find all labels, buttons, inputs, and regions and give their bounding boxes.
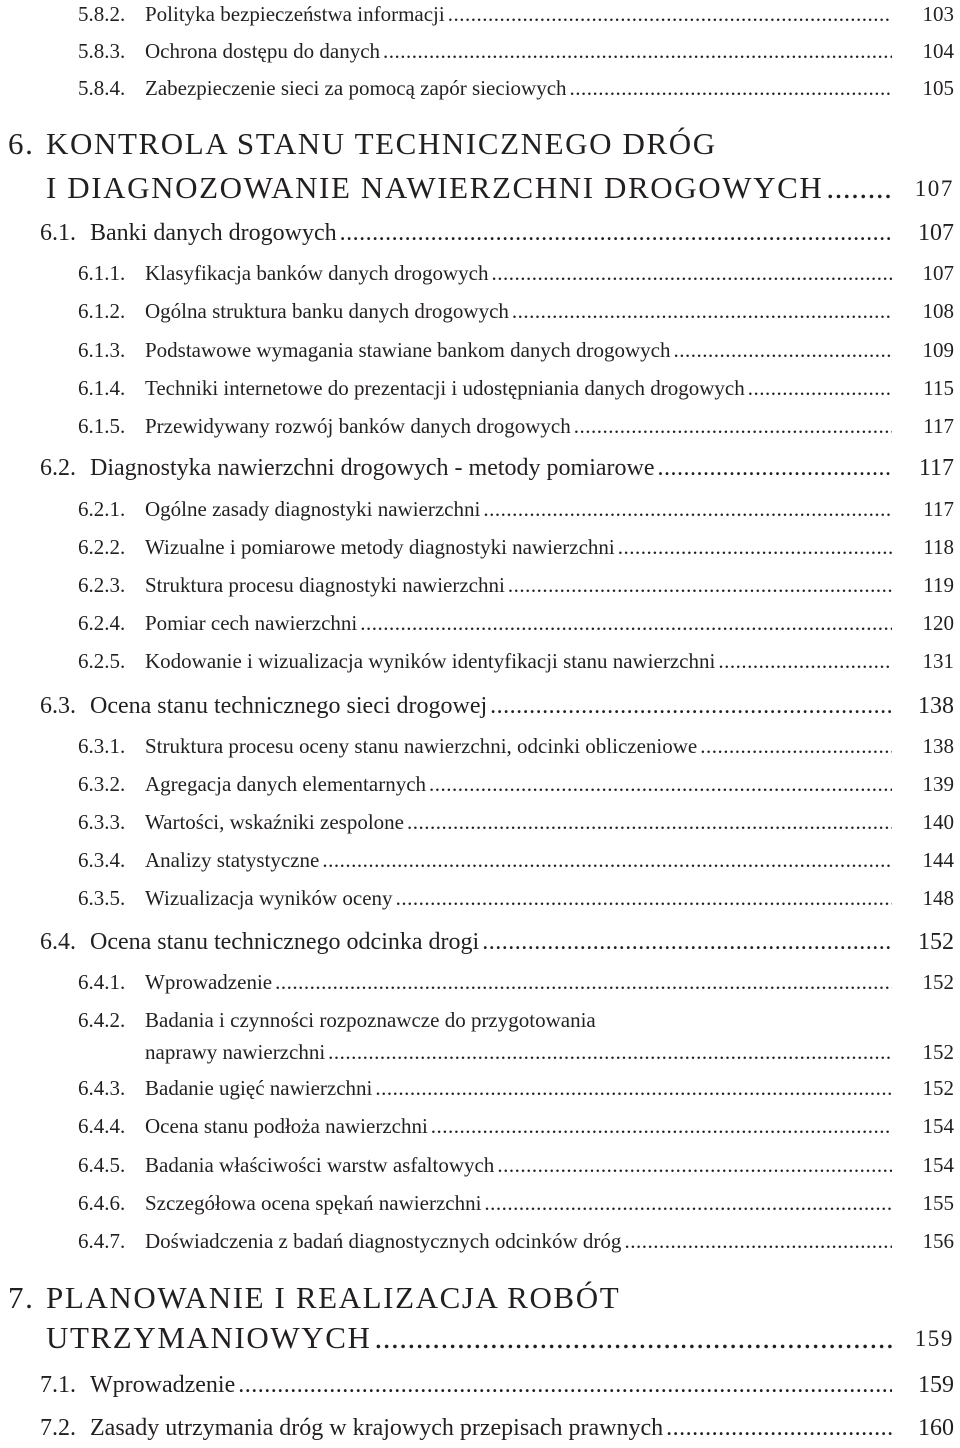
dot-leader	[340, 220, 892, 247]
toc-entry-title: Zabezpieczenie sieci za pomocą zapór sieciowych	[145, 76, 567, 100]
toc-entry-number: 6.2.5.	[78, 649, 126, 673]
toc-entry-number: 6.3.	[40, 693, 76, 719]
toc-entry-page: 131	[922, 649, 954, 673]
toc-entry-page: 117	[923, 497, 954, 521]
dot-leader	[658, 455, 892, 482]
toc-entry-page: 117	[923, 414, 954, 438]
toc-entry-number: 6.1.4.	[78, 376, 126, 400]
chapter-title: KONTROLA STANU TECHNICZNEGO DRÓG	[46, 126, 717, 161]
toc-entry-title: Badanie ugięć nawierzchni	[145, 1076, 373, 1100]
dot-leader	[512, 299, 892, 324]
toc-entry-page: 107	[914, 176, 954, 201]
toc-entry-number: 6.4.6.	[78, 1191, 126, 1215]
toc-entry-title: Polityka bezpieczeństwa informacji	[145, 2, 445, 26]
toc-entry-number: 6.2.3.	[78, 573, 126, 597]
toc-entry-page: 139	[922, 772, 954, 796]
toc-entry-number: 6.4.7.	[78, 1229, 126, 1253]
dot-leader	[826, 170, 892, 206]
dot-leader	[328, 1040, 892, 1065]
toc-entry-title: Ocena stanu technicznego odcinka drogi	[90, 929, 480, 955]
dot-leader	[238, 1372, 892, 1399]
chapter-title: I DIAGNOZOWANIE NAWIERZCHNI DROGOWYCH	[46, 170, 824, 205]
toc-entry-page: 160	[918, 1415, 954, 1441]
toc-entry-title: Agregacja danych elementarnych	[145, 772, 427, 796]
toc-entry-page: 104	[922, 39, 954, 63]
toc-entry-number: 6.1.2.	[78, 299, 126, 323]
toc-entry-number: 6.4.	[40, 929, 76, 955]
toc-entry-title: Wprowadzenie	[145, 970, 273, 994]
toc-entry-page: 107	[922, 261, 954, 285]
toc-entry-page: 118	[923, 535, 954, 559]
dot-leader	[508, 573, 892, 598]
dot-leader	[497, 1153, 892, 1178]
toc-entry-title: Klasyfikacja banków danych drogowych	[145, 261, 489, 285]
toc-entry-title: Zasady utrzymania dróg w krajowych przepisach prawnych	[90, 1415, 664, 1441]
toc-entry-title: Wprowadzenie	[90, 1372, 236, 1398]
dot-leader	[374, 1320, 892, 1356]
dot-leader	[574, 414, 892, 439]
toc-entry-title: Ocena stanu podłoża nawierzchni	[145, 1114, 428, 1138]
toc-entry-page: 119	[923, 573, 954, 597]
toc-entry-page: 159	[918, 1372, 954, 1398]
dot-leader	[396, 886, 892, 911]
toc-entry-title: Wizualizacja wyników oceny	[145, 886, 393, 910]
toc-entry-number: 6.3.4.	[78, 848, 126, 872]
toc-entry-title: Ocena stanu technicznego sieci drogowej	[90, 693, 488, 719]
toc-entry-page: 115	[923, 376, 954, 400]
dot-leader	[360, 611, 892, 636]
toc-entry-page: 155	[922, 1191, 954, 1215]
dot-leader	[570, 76, 892, 101]
toc-entry-page: 117	[918, 455, 954, 481]
dot-leader	[666, 1415, 892, 1442]
toc-entry-number: 5.8.3.	[78, 39, 126, 63]
dot-leader	[490, 693, 892, 720]
toc-entry-title: Struktura procesu oceny stanu nawierzchni, odcinki obliczeniowe	[145, 734, 698, 758]
toc-entry-number: 7.2.	[40, 1415, 76, 1441]
toc-entry-number: 6.3.5.	[78, 886, 126, 910]
toc-entry-number: 6.4.3.	[78, 1076, 126, 1100]
toc-entry-number: 6.3.3.	[78, 810, 126, 834]
toc-entry-number: 6.4.4.	[78, 1114, 126, 1138]
toc-entry-title: Wartości, wskaźniki zespolone	[145, 810, 404, 834]
toc-entry-page: 154	[922, 1153, 954, 1177]
toc-entry-number: 5.8.2.	[78, 2, 126, 26]
toc-entry-page: 154	[922, 1114, 954, 1138]
chapter-title: PLANOWANIE I REALIZACJA ROBÓT	[46, 1280, 621, 1315]
toc-entry-title: Kodowanie i wizualizacja wyników identyfikacji stanu nawierzchni	[145, 649, 716, 673]
toc-entry-title: Wizualne i pomiarowe metody diagnostyki nawierzchni	[145, 535, 615, 559]
toc-entry-page: 105	[922, 76, 954, 100]
dot-leader	[375, 1076, 892, 1101]
toc-entry-page: 152	[918, 929, 954, 955]
dot-leader	[718, 649, 892, 674]
dot-leader	[429, 772, 892, 797]
dot-leader	[624, 1229, 892, 1254]
toc-entry-number: 6.1.	[40, 220, 76, 246]
toc-entry-page: 138	[922, 734, 954, 758]
toc-entry-page: 140	[922, 810, 954, 834]
dot-leader	[484, 1191, 892, 1216]
toc-entry-title: Ogólna struktura banku danych drogowych	[145, 299, 509, 323]
toc-entry-title: naprawy nawierzchni	[145, 1040, 326, 1064]
toc-entry-title: Szczegółowa ocena spękań nawierzchni	[145, 1191, 482, 1215]
toc-entry-number: 6.3.1.	[78, 734, 126, 758]
dot-leader	[673, 338, 892, 363]
chapter-number: 6.	[8, 126, 35, 161]
toc-entry-page: 152	[922, 1076, 954, 1100]
dot-leader	[322, 848, 892, 873]
dot-leader	[448, 2, 892, 27]
dot-leader	[491, 261, 892, 286]
toc-entry-title: Banki danych drogowych	[90, 220, 337, 246]
toc-entry-page: 152	[922, 970, 954, 994]
toc-entry-page: 107	[918, 220, 954, 246]
toc-entry-title: Techniki internetowe do prezentacji i udostępniania danych drogowych	[145, 376, 745, 400]
dot-leader	[618, 535, 892, 560]
toc-entry-number: 6.2.4.	[78, 611, 126, 635]
toc-entry-number: 6.2.	[40, 455, 76, 481]
dot-leader	[407, 810, 892, 835]
dot-leader	[383, 39, 892, 64]
toc-entry-number: 6.1.3.	[78, 338, 126, 362]
toc-entry-title: Przewidywany rozwój banków danych drogowych	[145, 414, 571, 438]
toc-entry-number: 6.1.5.	[78, 414, 126, 438]
dot-leader	[482, 929, 892, 956]
toc-entry-page: 144	[922, 848, 954, 872]
toc-entry-page: 156	[922, 1229, 954, 1253]
dot-leader	[275, 970, 892, 995]
toc-entry-number: 6.4.2.	[78, 1008, 126, 1032]
toc-entry-number: 7.1.	[40, 1372, 76, 1398]
toc-entry-page: 148	[922, 886, 954, 910]
toc-entry-number: 6.2.1.	[78, 497, 126, 521]
toc-entry-number: 6.1.1.	[78, 261, 126, 285]
toc-entry-page: 120	[922, 611, 954, 635]
toc-entry-title: Podstawowe wymagania stawiane bankom danych drogowych	[145, 338, 671, 362]
toc-entry-title: Badania właściwości warstw asfaltowych	[145, 1153, 495, 1177]
toc-entry-title: Ogólne zasady diagnostyki nawierzchni	[145, 497, 481, 521]
toc-entry-number: 6.2.2.	[78, 535, 126, 559]
toc-entry-title: Pomiar cech nawierzchni	[145, 611, 358, 635]
toc-entry-title: Analizy statystyczne	[145, 848, 320, 872]
toc-entry-page: 152	[922, 1040, 954, 1064]
toc-entry-page: 159	[914, 1326, 954, 1351]
chapter-number: 7.	[8, 1280, 35, 1315]
toc-entry-number: 6.4.5.	[78, 1153, 126, 1177]
toc-entry-number: 5.8.4.	[78, 76, 126, 100]
toc-entry-title: Badania i czynności rozpoznawcze do przygotowania	[145, 1008, 596, 1032]
dot-leader	[431, 1114, 892, 1139]
chapter-title: UTRZYMANIOWYCH	[46, 1320, 372, 1355]
toc-entry-number: 6.4.1.	[78, 970, 126, 994]
toc-entry-number: 6.3.2.	[78, 772, 126, 796]
toc-entry-page: 109	[922, 338, 954, 362]
toc-entry-title: Diagnostyka nawierzchni drogowych - metody pomiarowe	[90, 455, 655, 481]
toc-entry-page: 103	[922, 2, 954, 26]
toc-entry-page: 138	[918, 693, 954, 719]
dot-leader	[700, 734, 892, 759]
dot-leader	[483, 497, 892, 522]
toc-entry-title: Ochrona dostępu do danych	[145, 39, 381, 63]
toc-entry-title: Doświadczenia z badań diagnostycznych odcinków dróg	[145, 1229, 622, 1253]
toc-entry-title: Struktura procesu diagnostyki nawierzchni	[145, 573, 505, 597]
toc-entry-page: 108	[922, 299, 954, 323]
dot-leader	[748, 376, 892, 401]
